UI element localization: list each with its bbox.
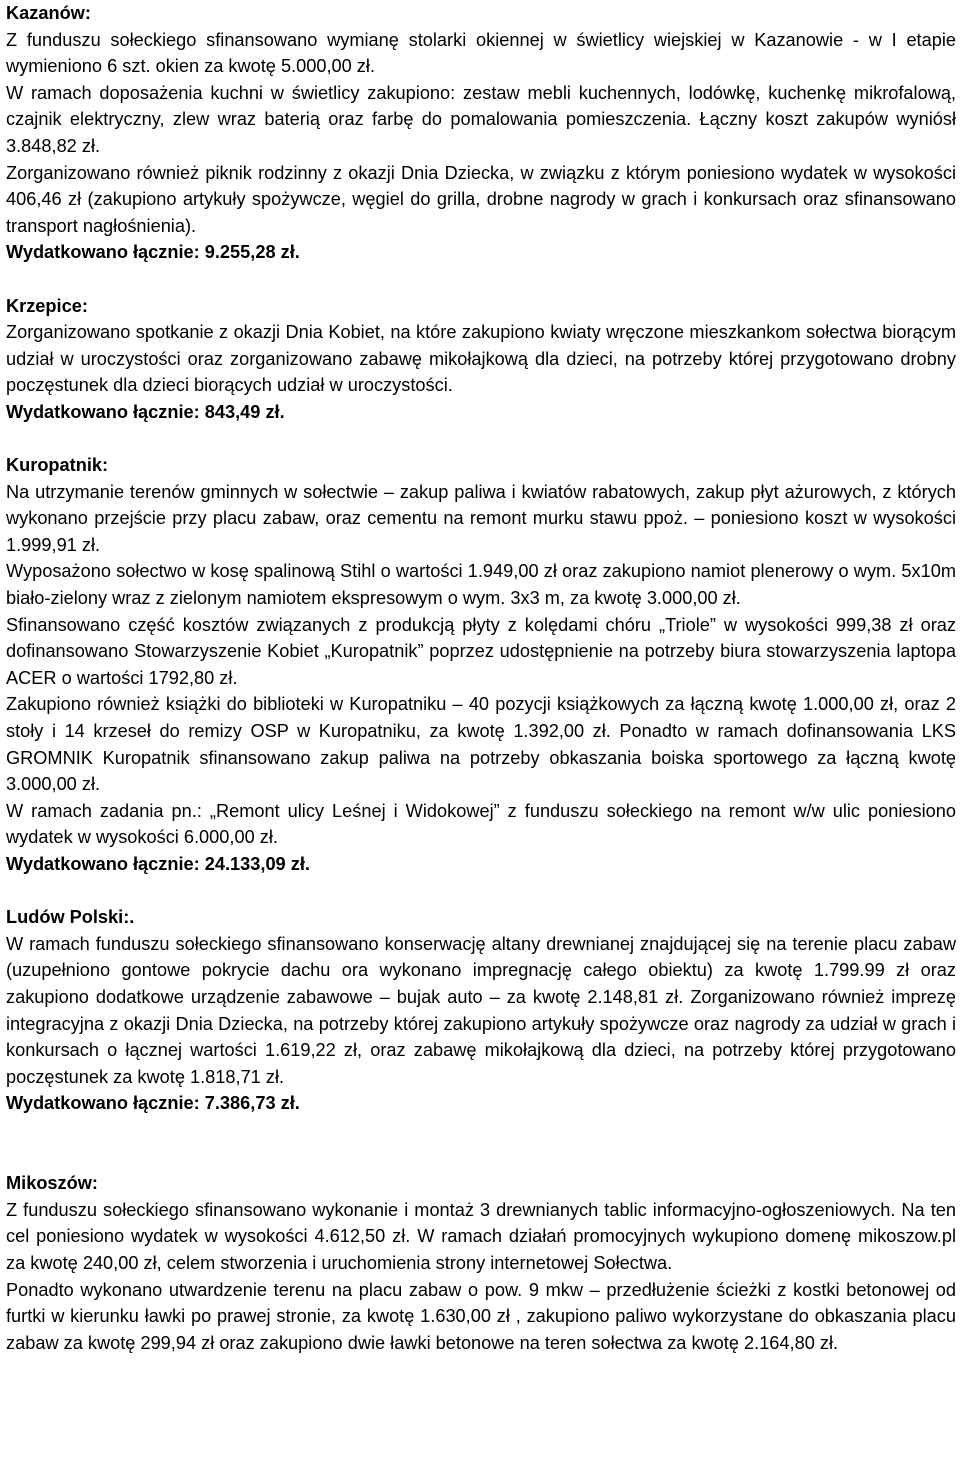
spacer — [6, 878, 956, 905]
paragraph-kazanow-picnic: Zorganizowano również piknik rodzinny z okazji Dnia Dziecka, w związku z którym poniesiono wydatek w wysokości 406,46 zł (zakupiono artykuły spożywcze, węgiel do grilla, drobne nagrody w grach i konkursach oraz sfinansowano transport nagłośnienia). — [6, 162, 956, 236]
spacer — [6, 1117, 956, 1170]
document-page — [6, 0, 956, 1356]
paragraph-mikoszow-path: Ponadto wykonano utwardzenie terenu na placu zabaw o pow. 9 mkw – przedłużenie ścieżki z kostki betonowej od furtki w kierunku ławki po prawej stronie, za kwotę 1.630,00 zł , zakupiono paliwo wykorzystane do obkaszania placu zabaw za kwotę 299,94 zł oraz zakupiono dwie ławki betonowe na teren sołectwa za kwotę 2.164,80 zł. — [6, 1279, 956, 1353]
section-heading-krzepice: Krzepice: — [6, 295, 88, 316]
section-heading-kazanow: Kazanów: — [6, 3, 91, 23]
kazanow-kitchen-cost: Łączny koszt zakupów wyniósł 3.848,82 zł. — [6, 109, 956, 156]
paragraph-kuropatnik-equipment: Wyposażono sołectwo w kosę spalinową Stihl o wartości 1.949,00 zł oraz zakupiono namiot plenerowy o wym. 5x10m biało-zielony wraz z zielonym namiotem ekspresowym o wym. 3x3 m, za kwotę 3.000,00 zł. — [6, 561, 956, 609]
paragraph-kuropatnik-road: W ramach zadania pn.: „Remont ulicy Leśnej i Widokowej” z funduszu sołeckiego na remont w/w ulic poniesiono wydatek w wysokości 6.000,00 zł. — [6, 800, 956, 848]
total-ludow-polski: Wydatkowano łącznie: 7.386,73 zł. — [6, 1093, 300, 1114]
spacer — [6, 426, 956, 453]
paragraph-kazanow-windows: Z funduszu sołeckiego sfinansowano wymianę stolarki okiennej w świetlicy wiejskiej w Kazanowie - w I etapie wymieniono 6 szt. okien za kwotę 5.000,00 zł. — [6, 29, 956, 77]
paragraph-krzepice-events: Zorganizowano spotkanie z okazji Dnia Kobiet, na które zakupiono kwiaty wręczone mieszkankom sołectwa biorącym udział w uroczystości oraz zorganizowano zabawę mikołajkową dla dzieci, na potrzeby której przygotowano drobny poczęstunek dla dzieci biorących udział w uroczystości. — [6, 322, 956, 396]
total-krzepice: Wydatkowano łącznie: 843,49 zł. — [6, 401, 285, 422]
paragraph-kuropatnik-books: Zakupiono również książki do biblioteki w Kuropatniku – 40 pozycji książkowych za łączną kwotę 1.000,00 zł, oraz 2 stoły i 14 krzeseł do remizy OSP w Kuropatniku, za kwotę 1.392,00 zł. Ponadto w ramach dofinansowania LKS GROMNIK Kuropatnik sfinansowano zakup paliwa na potrzeby obkaszania boiska sportowego za łączną kwotę 3.000,00 zł. — [6, 694, 956, 795]
paragraph-kazanow-kitchen — [6, 80, 956, 160]
section-heading-kuropatnik: Kuropatnik: — [6, 455, 109, 476]
total-kazanow: Wydatkowano łącznie: 9.255,28 zł. — [6, 242, 300, 263]
section-krzepice — [6, 293, 956, 426]
section-heading-mikoszow: Mikoszów: — [6, 1173, 98, 1194]
paragraph-kuropatnik-maintenance: Na utrzymanie terenów gminnych w sołectwie – zakup paliwa i kwiatów rabatowych, zakup płyt ażurowych, z których wykonano przejście przy placu zabaw, oraz cementu na remont murku stawu ppoż. – poniesiono koszt w wysokości 1.999,91 zł. — [6, 481, 956, 555]
section-mikoszow — [6, 1170, 956, 1356]
paragraph-kuropatnik-choir: Sfinansowano część kosztów związanych z produkcją płyty z kolędami chóru „Triole” w wysokości 999,38 zł oraz dofinansowano Stowarzyszenie Kobiet „Kuropatnik” poprzez udostępnienie na potrzeby biura stowarzyszenia laptopa ACER o wartości 1792,80 zł. — [6, 614, 956, 688]
section-kuropatnik — [6, 452, 956, 878]
section-heading-ludow-polski: Ludów Polski:. — [6, 907, 135, 928]
total-kuropatnik: Wydatkowano łącznie: 24.133,09 zł. — [6, 854, 310, 874]
spacer — [6, 266, 956, 293]
paragraph-ludow-polski-playground: W ramach funduszu sołeckiego sfinansowano konserwację altany drewnianej znajdującej się na terenie placu zabaw (uzupełniono gontowe pokrycie dachu ora wykonano impregnację całego obiektu) za kwotę 1.799.99 zł oraz zakupiono dodatkowe urządzenie zabawowe – bujak auto – za kwotę 2.148,81 zł. Zorganizowano również imprezę integracyjna z okazji Dnia Dziecka, na potrzeby której zakupiono artykuły spożywcze oraz nagrody za udział w grach i konkursach o łącznej wartości 1.619,22 zł, oraz zabawę mikołajkową dla dzieci, na potrzeby której przygotowano poczęstunek za kwotę 1.818,71 zł. — [6, 933, 956, 1087]
paragraph-mikoszow-boards: Z funduszu sołeckiego sfinansowano wykonanie i montaż 3 drewnianych tablic informacyjno-ogłoszeniowych. Na ten cel poniesiono wydatek w wysokości 4.612,50 zł. W ramach działań promocyjnych wykupiono domenę mikoszow.pl za kwotę 240,00 zł, celem stworzenia i uruchomienia strony internetowej Sołectwa. — [6, 1199, 956, 1273]
section-kazanow — [6, 0, 956, 266]
section-ludow-polski — [6, 904, 956, 1117]
kazanow-kitchen-text: W ramach doposażenia kuchni w świetlicy zakupiono: zestaw mebli kuchennych, lodówkę, kuchenkę mikrofalową, czajnik elektryczny, zlew wraz baterią oraz farbę do pomalowania pomieszczenia. — [6, 82, 956, 130]
